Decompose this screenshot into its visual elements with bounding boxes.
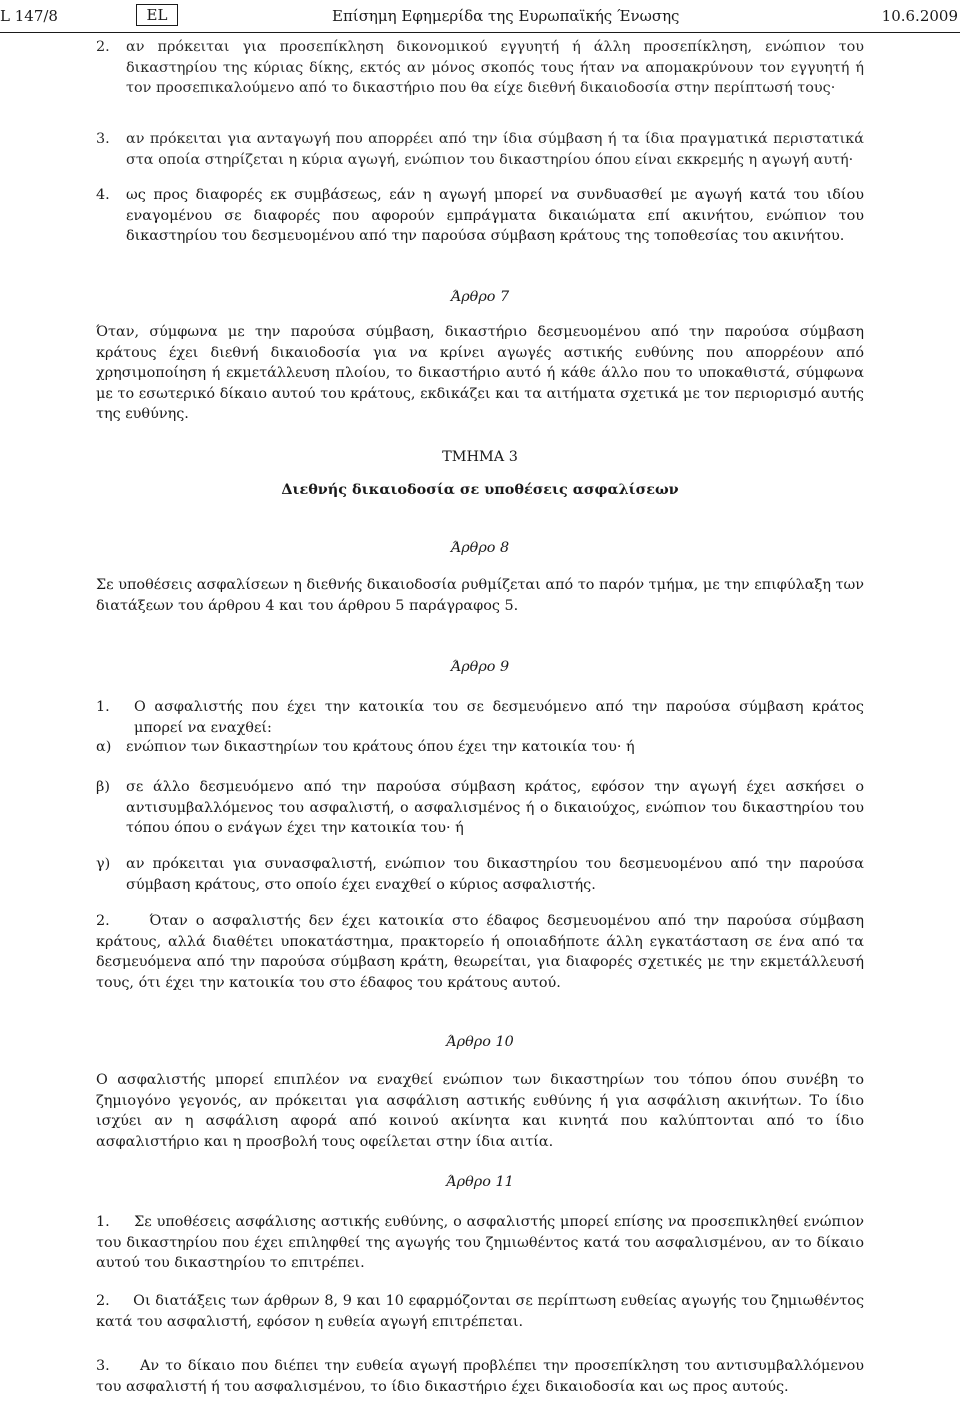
point-b bbox=[96, 777, 864, 839]
item-text: ως προς διαφορές εκ συμβάσεως, εάν η αγωγή μπορεί να συνδυασθεί με αγωγή κατά του ιδίου εναγομένου σε διαφορές που αφορούν εμπράγματα δικαιώματα επί ακινήτου, ενώπιον του δικαστηρίου του δεσμευομένου από την παρούσα σύμβαση κράτους της τοποθεσίας του ακινήτου. bbox=[126, 187, 864, 244]
point-a bbox=[96, 737, 864, 758]
item-number: 4. bbox=[96, 187, 110, 203]
para-text: Ο ασφαλιστής που έχει την κατοικία του σε δεσμευόμενο από την παρούσα σύμβαση κράτος μπορεί να εναχθεί: bbox=[134, 699, 864, 736]
page-reference: L 147/8 bbox=[0, 7, 58, 25]
publication-date: 10.6.2009 bbox=[881, 7, 958, 25]
para-number: 2. bbox=[96, 1293, 110, 1309]
point-text: αν πρόκειται για συνασφαλιστή, ενώπιον του δικαστηρίου του δεσμευομένου από την παρούσα σύμβαση κράτους, στο οποίο έχει εναχθεί ο κύριος ασφαλιστής. bbox=[126, 856, 864, 893]
list-item bbox=[96, 129, 864, 170]
article-9-para-1 bbox=[96, 697, 864, 738]
article-9-title: Άρθρο 9 bbox=[450, 659, 510, 675]
item-text: αν πρόκειται για προσεπίκληση δικονομικού εγγυητή ή άλλη προσεπίκληση, ενώπιον του δικαστηρίου της κύριας δίκης, εκτός αν μόνος σκοπός τους ήταν να απομακρύνουν τον εγγυητή ή τον προσεπικαλούμενο από το δικαστήριο που θα είχε διεθνή δικαιοδοσία στην περίπτωσή τους· bbox=[126, 39, 864, 96]
page-header bbox=[0, 4, 960, 28]
para-number: 2. bbox=[96, 913, 110, 929]
list-item bbox=[96, 185, 864, 247]
para-number: 1. bbox=[96, 699, 110, 715]
point-c bbox=[96, 854, 864, 895]
article-11-para-3 bbox=[96, 1356, 864, 1397]
point-label: α) bbox=[96, 739, 112, 755]
point-text: ενώπιον των δικαστηρίων του κράτους όπου έχει την κατοικία του· ή bbox=[126, 739, 635, 755]
article-11-para-1 bbox=[96, 1212, 864, 1274]
item-number: 3. bbox=[96, 131, 110, 147]
para-number: 3. bbox=[96, 1358, 110, 1374]
point-label: γ) bbox=[96, 856, 111, 872]
item-number: 2. bbox=[96, 39, 110, 55]
list-item bbox=[96, 37, 864, 99]
article-11-para-2 bbox=[96, 1291, 864, 1332]
header-rule bbox=[0, 32, 960, 33]
section-title: Διεθνής δικαιοδοσία σε υποθέσεις ασφαλίσεων bbox=[281, 481, 679, 498]
item-text: αν πρόκειται για ανταγωγή που απορρέει από την ίδια σύμβαση ή τα ίδια πραγματικά περιστατικά στα οποία στηρίζεται η κύρια αγωγή, ενώπιον του δικαστηρίου όπου είναι εκκρεμής η αγωγή αυτή· bbox=[126, 131, 864, 168]
article-7-title: Άρθρο 7 bbox=[450, 289, 510, 305]
journal-title: Επίσημη Εφημερίδα της Ευρωπαϊκής Ένωσης bbox=[332, 7, 680, 25]
para-text: Σε υποθέσεις ασφάλισης αστικής ευθύνης, ο ασφαλιστής μπορεί επίσης να προσεπικληθεί ενώπιον του δικαστηρίου που έχει επιληφθεί της αγωγής του ζημιωθέντος κατά του ασφαλισμένου, αν το δίκαιο αυτού του δικαστηρίου το επιτρέπει. bbox=[96, 1214, 864, 1271]
para-number: 1. bbox=[96, 1214, 110, 1230]
point-label: β) bbox=[96, 779, 110, 795]
point-text: σε άλλο δεσμευόμενο από την παρούσα σύμβαση κράτος, εφόσον την αγωγή έχει ασκήσει ο αντισυμβαλλόμενος του ασφαλιστή, ο ασφαλισμένος ή ο δικαιούχος, ενώπιον του δικαστηρίου του τόπου όπου ο ενάγων έχει την κατοικία του· ή bbox=[126, 779, 864, 836]
para-text: Οι διατάξεις των άρθρων 8, 9 και 10 εφαρμόζονται σε περίπτωση ευθείας αγωγής του ζημιωθέντος κατά του ασφαλιστή, εφόσον η ευθεία αγωγή επιτρέπεται. bbox=[96, 1293, 865, 1330]
article-10-title: Άρθρο 10 bbox=[446, 1034, 514, 1050]
article-9-para-2 bbox=[96, 911, 864, 993]
section-label: ΤΜΗΜΑ 3 bbox=[442, 449, 518, 465]
para-text: Αν το δίκαιο που διέπει την ευθεία αγωγή προβλέπει την προσεπίκληση του αντισυμβαλλόμενου του ασφαλιστή ή του ασφαλισμένου, το ίδιο δικαστήριο έχει δικαιοδοσία και ως προς αυτούς. bbox=[96, 1358, 865, 1395]
language-badge: EL bbox=[136, 4, 178, 26]
article-11-title: Άρθρο 11 bbox=[446, 1174, 514, 1190]
article-8-text: Σε υποθέσεις ασφαλίσεων η διεθνής δικαιοδοσία ρυθμίζεται από το παρόν τμήμα, με την επιφύλαξη των διατάξεων του άρθρου 4 και του άρθρου 5 παράγραφος 5. bbox=[96, 577, 864, 614]
para-text: Όταν ο ασφαλιστής δεν έχει κατοικία στο έδαφος δεσμευομένου από την παρούσα σύμβαση κράτους, αλλά διαθέτει υποκατάστημα, πρακτορείο ή οποιαδήποτε άλλη εγκατάσταση σε ένα από τα δεσμευόμενα από την παρούσα σύμβαση κράτη, θεωρείται, για διαφορές σχετικές με την εκμετάλλευσή τους, ότι έχει την κατοικία του στο έδαφος του κράτους αυτού. bbox=[96, 913, 864, 991]
article-10-text: Ο ασφαλιστής μπορεί επιπλέον να εναχθεί ενώπιον των δικαστηρίων του τόπου όπου συνέβη το ζημιογόνο γεγονός, αν πρόκειται για ασφάλιση αστικής ευθύνης ή για ασφάλιση ακινήτων. Το ίδιο ισχύει αν η ασφάλιση αφορά από κοινού ακίνητα και κινητά που καλύπτονται από το ίδιο ασφαλιστήριο και η προσβολή τους οφείλεται στην ίδια αιτία. bbox=[96, 1072, 864, 1150]
article-7-text: Όταν, σύμφωνα με την παρούσα σύμβαση, δικαστήριο δεσμευομένου από την παρούσα σύμβαση κράτους έχει διεθνή δικαιοδοσία για να κρίνει αγωγές αστικής ευθύνης που απορρέουν από χρησιμοποίηση ή εκμετάλλευση πλοίου, το δικαστήριο αυτό ή κάθε άλλο που το υποκαθιστά, σύμφωνα με το εσωτερικό δίκαιο αυτού του κράτους, εκδικάζει και τα αιτήματα σχετικά με τον περιορισμό αυτής της ευθύνης. bbox=[96, 324, 864, 422]
article-8-title: Άρθρο 8 bbox=[450, 540, 510, 556]
